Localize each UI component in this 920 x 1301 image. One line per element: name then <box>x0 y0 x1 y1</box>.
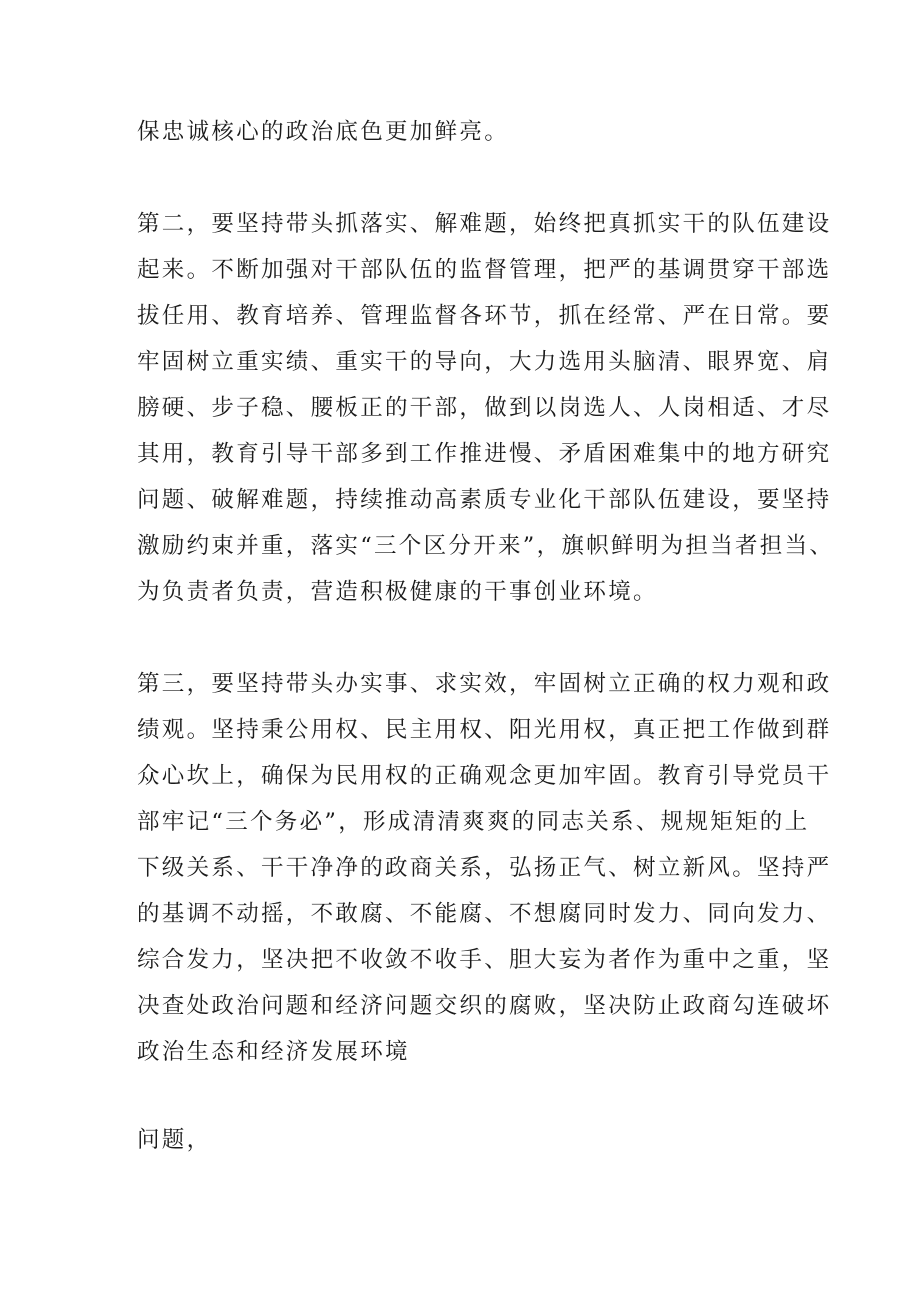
paragraph-line: 拔任用、教育培养、管理监督各环节，抓在经常、严在日常。要 <box>137 303 832 329</box>
paragraph-line: 的基调不动摇，不敢腐、不能腐、不想腐同时发力、同向发力、 <box>137 901 832 927</box>
paragraph-line: 保忠诚核心的政治底色更加鲜亮。 <box>137 119 510 145</box>
paragraph-line: 激励约束并重，落实“三个区分开来”，旗帜鲜明为担当者担当、 <box>137 533 835 559</box>
paragraph-line: 问题、破解难题，持续推动高素质专业化干部队伍建设，要坚持 <box>137 487 832 513</box>
paragraph-line: 其用，教育引导干部多到工作推进慢、矛盾困难集中的地方研究 <box>137 441 832 467</box>
paragraph-line: 众心坎上，确保为民用权的正确观念更加牢固。教育引导党员干 <box>137 763 832 789</box>
paragraph-line: 问题， <box>137 1127 212 1153</box>
paragraph-line: 综合发力，坚决把不收敛不收手、胆大妄为者作为重中之重，坚 <box>137 947 832 973</box>
paragraph-line: 决查处政治问题和经济问题交织的腐败，坚决防止政商勾连破坏 <box>137 993 832 1019</box>
paragraph-line: 第二，要坚持带头抓落实、解难题，始终把真抓实干的队伍建设 <box>137 211 832 237</box>
paragraph-line: 绩观。坚持秉公用权、民主用权、阳光用权，真正把工作做到群 <box>137 717 832 743</box>
paragraph-line: 为负责者负责，营造积极健康的干事创业环境。 <box>137 579 658 605</box>
paragraph-line: 部牢记“三个务必”，形成清清爽爽的同志关系、规规矩矩的上 <box>137 809 810 835</box>
paragraph-line: 第三，要坚持带头办实事、求实效，牢固树立正确的权力观和政 <box>137 671 832 697</box>
paragraph-line: 政治生态和经济发展环境 <box>137 1039 410 1065</box>
paragraph-line: 起来。不断加强对干部队伍的监督管理，把严的基调贯穿干部选 <box>137 257 832 283</box>
paragraph-line: 下级关系、干干净净的政商关系，弘扬正气、树立新风。坚持严 <box>137 855 832 881</box>
paragraph-line: 膀硬、步子稳、腰板正的干部，做到以岗选人、人岗相适、才尽 <box>137 395 832 421</box>
paragraph-line: 牢固树立重实绩、重实干的导向，大力选用头脑清、眼界宽、肩 <box>137 349 832 375</box>
